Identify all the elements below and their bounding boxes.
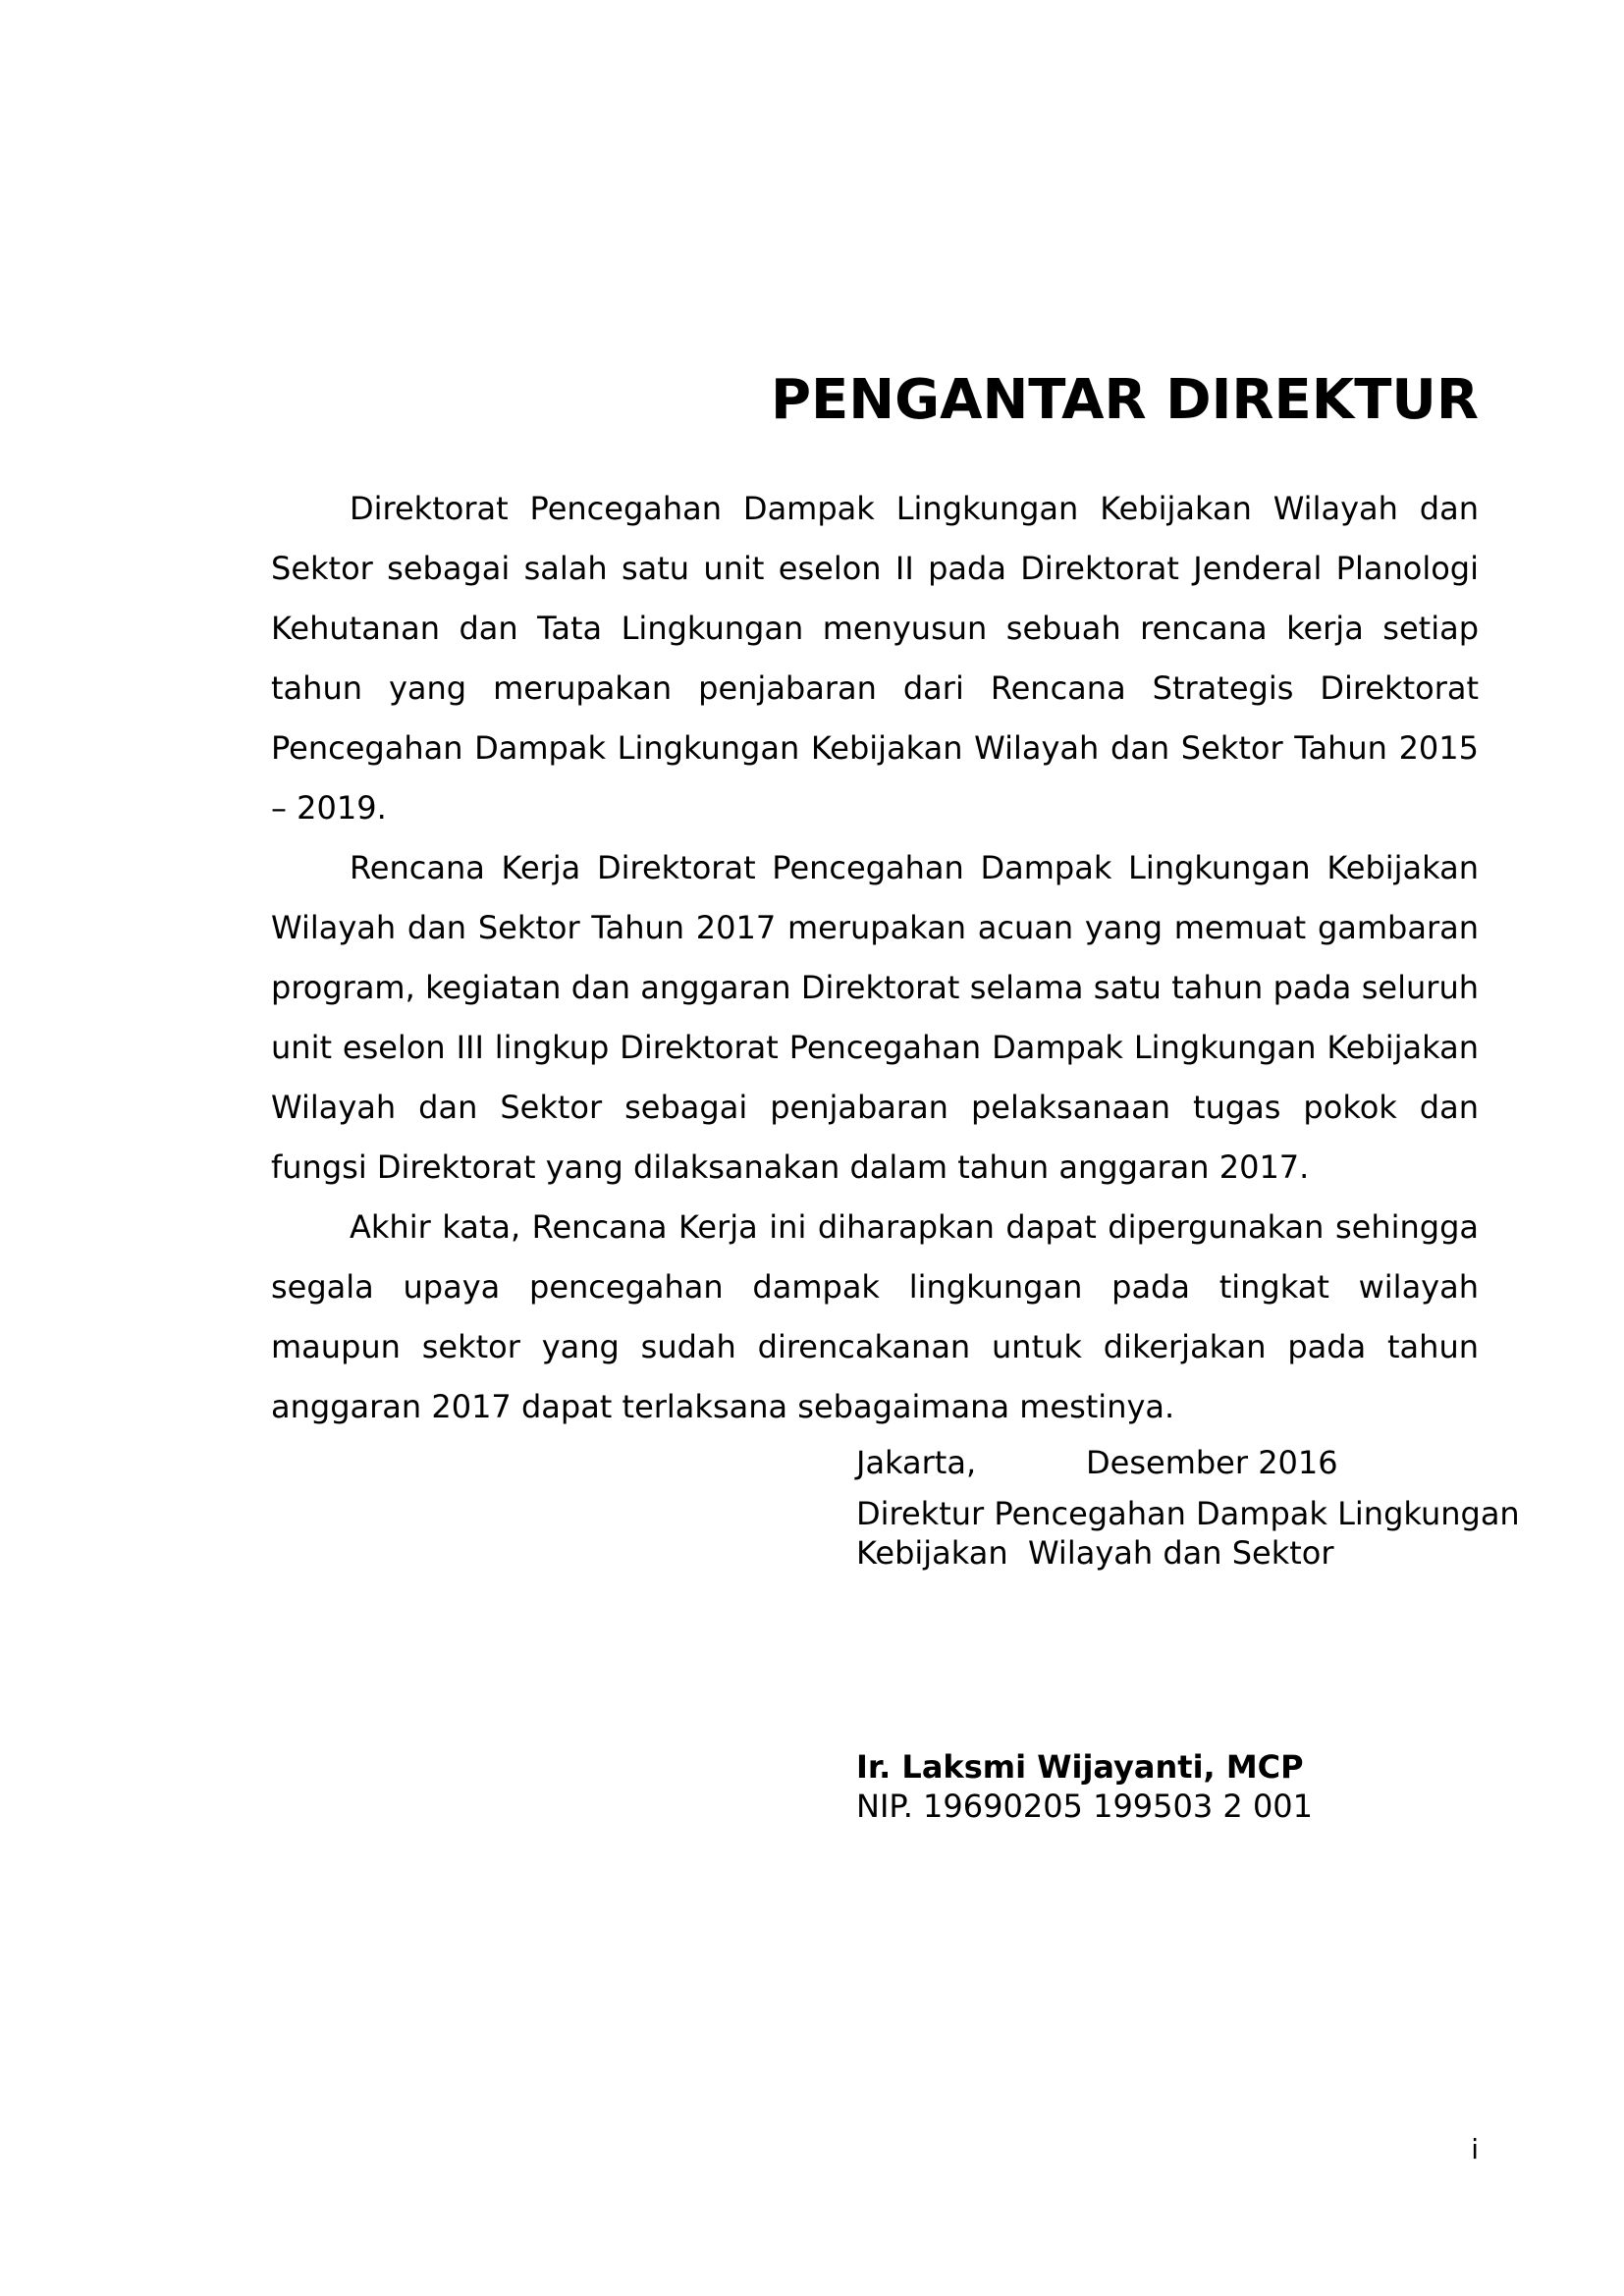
paragraph-1: Direktorat Pencegahan Dampak Lingkungan Kebijakan Wilayah dan Sektor sebagai salah satu unit eselon II pada Direktorat Jenderal Planologi Kehutanan dan Tata Lingkungan menyusun sebuah rencana kerja setiap tahun yang merupakan penjabaran dari Rencana Strategis Direktorat Pencegahan Dampak Lingkungan Kebijakan Wilayah dan Sektor Tahun 2015 – 2019. [271, 490, 1479, 827]
paragraph-3: Akhir kata, Rencana Kerja ini diharapkan dapat dipergunakan sehingga segala upaya pencegahan dampak lingkungan pada tingkat wilayah maupun sektor yang sudah direncakanan untuk dikerjakan pada tahun anggaran 2017 dapat terlaksana sebagaimana mestinya. [271, 1208, 1479, 1425]
page-title: PENGANTAR DIREKTUR [770, 368, 1479, 432]
signature-block [856, 1747, 1485, 1826]
place-date: Jakarta, Desember 2016 [856, 1444, 1338, 1481]
page-number: i [1471, 2133, 1479, 2165]
closing-block [856, 1443, 1520, 1573]
body-text [271, 479, 1479, 1437]
signer-nip: NIP. 19690205 199503 2 001 [856, 1788, 1314, 1825]
signer-name: Ir. Laksmi Wijayanti, MCP [856, 1748, 1304, 1786]
paragraph-2: Rencana Kerja Direktorat Pencegahan Dampak Lingkungan Kebijakan Wilayah dan Sektor Tahun 2017 merupakan acuan yang memuat gambaran program, kegiatan dan anggaran Direktorat selama satu tahun pada seluruh unit eselon III lingkup Direktorat Pencegahan Dampak Lingkungan Kebijakan Wilayah dan Sektor sebagai penjabaran pelaksanaan tugas pokok dan fungsi Direktorat yang dilaksanakan dalam tahun anggaran 2017. [271, 849, 1479, 1186]
signer-position-line-1: Direktur Pencegahan Dampak Lingkungan [856, 1495, 1520, 1532]
signer-position-line-2: Kebijakan Wilayah dan Sektor [856, 1534, 1334, 1572]
